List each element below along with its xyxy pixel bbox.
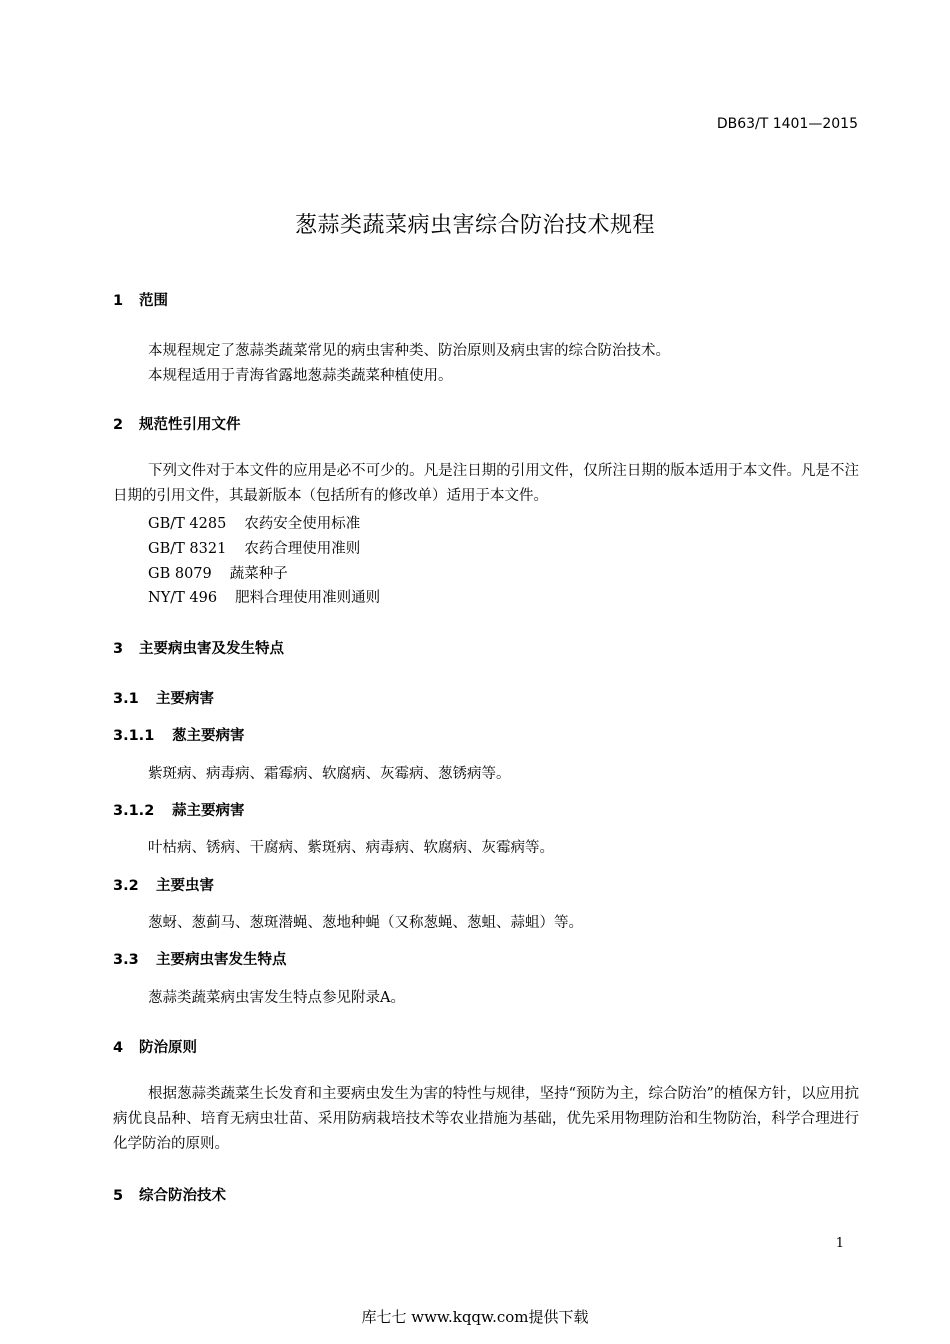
section-1-paragraph-1: 本规程规定了葱蒜类蔬菜常见的病虫害种类、防治原则及病虫害的综合防治技术。 bbox=[148, 343, 670, 359]
reference-title: 肥料合理使用准则通则 bbox=[235, 590, 381, 606]
section-number: 5 bbox=[113, 1188, 124, 1204]
reference-item bbox=[148, 537, 360, 558]
section-title: 葱主要病害 bbox=[172, 728, 245, 744]
reference-item bbox=[148, 562, 288, 583]
section-3-1-2-heading bbox=[113, 799, 245, 820]
reference-code: GB/T 4285 bbox=[148, 516, 227, 532]
section-title: 主要虫害 bbox=[156, 878, 214, 894]
section-2-intro: 下列文件对于本文件的应用是必不可少的。凡是注日期的引用文件，仅所注日期的版本适用于本文件。凡是不注日期的引用文件，其最新版本（包括所有的修改单）适用于本文件。 bbox=[113, 463, 859, 504]
section-2-heading bbox=[113, 413, 241, 434]
section-3-1-1-heading bbox=[113, 724, 245, 745]
section-title: 主要病害 bbox=[156, 691, 214, 707]
document-title: 葱蒜类蔬菜病虫害综合防治技术规程 bbox=[294, 213, 655, 238]
page-number: 1 bbox=[835, 1236, 844, 1251]
section-1-heading bbox=[113, 289, 168, 310]
section-title: 范围 bbox=[139, 293, 168, 309]
reference-code: GB/T 8321 bbox=[148, 541, 227, 557]
section-title: 主要病虫害发生特点 bbox=[156, 952, 287, 968]
section-4-text: 根据葱蒜类蔬菜生长发育和主要病虫发生为害的特性与规律，坚持“预防为主，综合防治”的植保方针，以应用抗病优良品种、培育无病虫壮苗、采用防病栽培技术等农业措施为基础，优先采用物理防治和生物防治，科学合理进行化学防治的原则。 bbox=[113, 1086, 859, 1152]
section-5-heading bbox=[113, 1184, 226, 1205]
section-number: 3.2 bbox=[113, 878, 139, 894]
section-number: 4 bbox=[113, 1040, 124, 1056]
section-3-2-text: 葱蚜、葱蓟马、葱斑潜蝇、葱地种蝇（又称葱蝇、葱蛆、蒜蛆）等。 bbox=[148, 915, 583, 931]
section-number: 3.3 bbox=[113, 952, 139, 968]
section-title: 防治原则 bbox=[139, 1040, 197, 1056]
reference-item bbox=[148, 586, 380, 607]
reference-title: 蔬菜种子 bbox=[229, 566, 288, 582]
section-number: 3.1.2 bbox=[113, 803, 155, 819]
reference-code: NY/T 496 bbox=[148, 590, 218, 606]
section-3-2-heading bbox=[113, 874, 214, 895]
reference-item bbox=[148, 512, 360, 533]
section-number: 3.1.1 bbox=[113, 728, 155, 744]
section-3-1-2-text: 叶枯病、锈病、干腐病、紫斑病、病毒病、软腐病、灰霉病等。 bbox=[148, 840, 554, 856]
section-title: 规范性引用文件 bbox=[139, 417, 241, 433]
section-3-3-text: 葱蒜类蔬菜病虫害发生特点参见附录A。 bbox=[148, 990, 405, 1006]
section-3-1-heading bbox=[113, 687, 214, 708]
section-3-heading bbox=[113, 637, 284, 658]
section-number: 3.1 bbox=[113, 691, 139, 707]
section-1-paragraph-2: 本规程适用于青海省露地葱蒜类蔬菜种植使用。 bbox=[148, 368, 453, 384]
section-3-3-heading bbox=[113, 948, 287, 969]
standard-number: DB63/T 1401—2015 bbox=[716, 116, 858, 132]
section-number: 1 bbox=[113, 293, 124, 309]
section-number: 2 bbox=[113, 417, 124, 433]
reference-code: GB 8079 bbox=[148, 566, 212, 582]
section-title: 主要病虫害及发生特点 bbox=[139, 641, 284, 657]
footer-credit: 库七七 www.kqqw.com提供下载 bbox=[361, 1308, 589, 1326]
reference-title: 农药安全使用标准 bbox=[244, 516, 361, 532]
section-3-1-1-text: 紫斑病、病毒病、霜霉病、软腐病、灰霉病、葱锈病等。 bbox=[148, 766, 511, 782]
reference-title: 农药合理使用准则 bbox=[244, 541, 361, 557]
section-title: 综合防治技术 bbox=[139, 1188, 226, 1204]
section-4-heading bbox=[113, 1036, 197, 1057]
section-title: 蒜主要病害 bbox=[172, 803, 245, 819]
section-number: 3 bbox=[113, 641, 124, 657]
